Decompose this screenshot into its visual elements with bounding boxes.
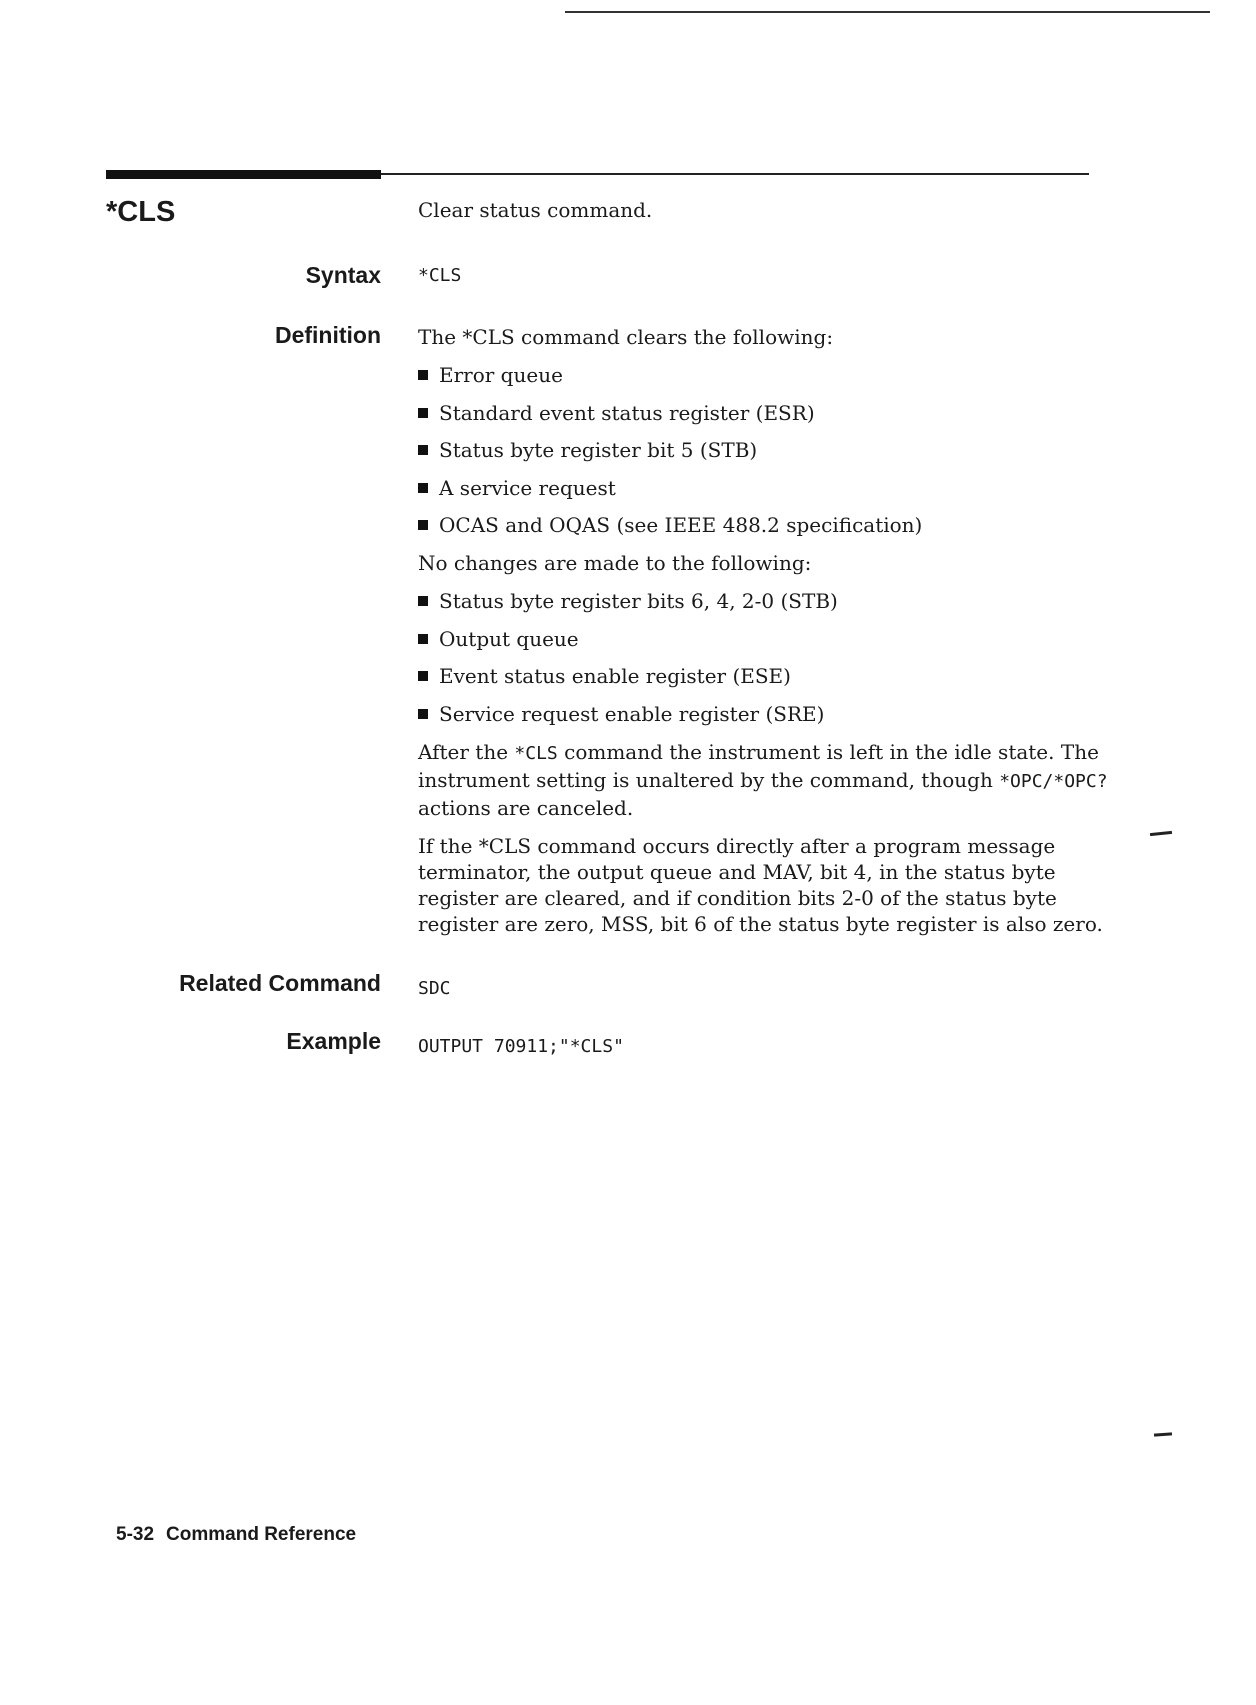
list-item: Status byte register bit 5 (STB) xyxy=(418,437,1108,463)
top-rule xyxy=(565,11,1210,13)
unchanged-list xyxy=(418,588,1108,727)
unchanged-intro: No changes are made to the following: xyxy=(418,551,812,575)
bullet-icon xyxy=(418,408,428,418)
bullet-icon xyxy=(418,671,428,681)
header-rule-thick xyxy=(106,170,381,179)
example-label: Example xyxy=(286,1028,381,1054)
related-label: Related Command xyxy=(179,970,381,996)
list-item: Service request enable register (SRE) xyxy=(418,701,1108,727)
terminator-paragraph: If the *CLS command occurs directly after a program message terminator, the output queue and MAV, bit 4, in the status byte register are cleared, and if condition bits 2-0 of the status byte register are zero, MSS, bit 6 of the status byte register is also zero. xyxy=(418,833,1103,936)
header-rule-thin xyxy=(381,173,1089,175)
syntax-value: *CLS xyxy=(418,265,462,286)
scan-mark xyxy=(1154,1432,1172,1436)
syntax-label: Syntax xyxy=(305,262,381,288)
bullet-icon xyxy=(418,634,428,644)
bullet-icon xyxy=(418,596,428,606)
bullet-icon xyxy=(418,370,428,380)
command-brief: Clear status command. xyxy=(418,198,653,222)
definition-block xyxy=(418,324,1108,949)
section-name: Command Reference xyxy=(166,1524,357,1545)
definition-intro: The *CLS command clears the following: xyxy=(418,325,834,349)
command-title: *CLS xyxy=(106,196,176,228)
bullet-icon xyxy=(418,520,428,530)
bullet-icon xyxy=(418,709,428,719)
idle-state-paragraph: After the *CLS command the instrument is left in the idle state. The instrument setting is unaltered by the command, though *OPC/*OPC? actions are canceled. xyxy=(418,739,1108,820)
list-item: Output queue xyxy=(418,626,1108,652)
bullet-icon xyxy=(418,445,428,455)
cleared-list xyxy=(418,362,1108,538)
page-number: 5-32 xyxy=(116,1524,155,1545)
definition-label: Definition xyxy=(274,322,381,348)
page-footer xyxy=(116,1524,356,1546)
scan-mark xyxy=(1150,831,1172,836)
list-item: A service request xyxy=(418,475,1108,501)
list-item: Status byte register bits 6, 4, 2-0 (STB) xyxy=(418,588,1108,614)
list-item: Standard event status register (ESR) xyxy=(418,400,1108,426)
bullet-icon xyxy=(418,483,428,493)
related-value: SDC xyxy=(418,978,451,999)
list-item: Error queue xyxy=(418,362,1108,388)
list-item: OCAS and OQAS (see IEEE 488.2 specification) xyxy=(418,512,1108,538)
list-item: Event status enable register (ESE) xyxy=(418,663,1108,689)
example-value: OUTPUT 70911;"*CLS" xyxy=(418,1036,624,1057)
